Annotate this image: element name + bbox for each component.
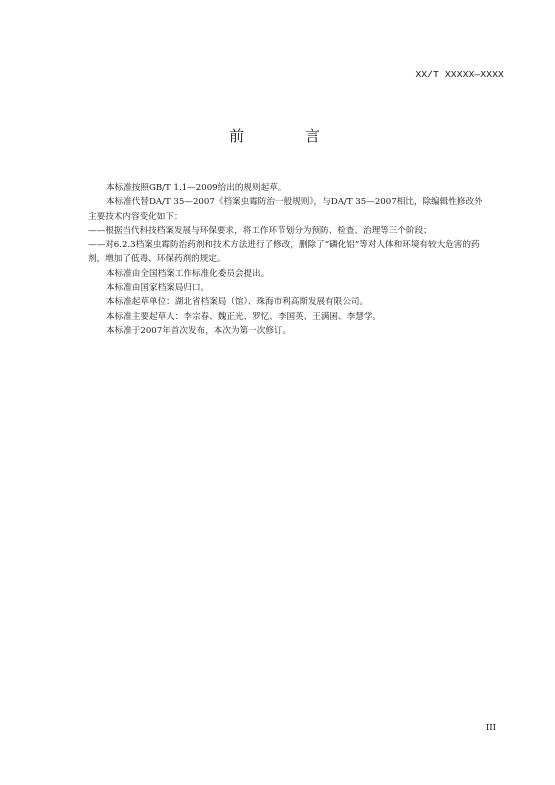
paragraph-proposer: 本标准由全国档案工作标准化委员会提出。 [106, 268, 270, 279]
paragraph-drafting-rules: 本标准按照GB/T 1.1—2009给出的规则起草。 [106, 183, 287, 193]
paragraph-centralized: 本标准由国家档案局归口。 [106, 283, 210, 294]
foreword-body [88, 181, 488, 338]
page-title: 前 言 [229, 127, 348, 145]
paragraph-drafters: 本标准主要起草人：李宗春、魏正光、罗忆、李国英、王满囷、李慧学。 [106, 311, 382, 322]
document-code: XX/T XXXXX—XXXX [415, 69, 504, 80]
paragraph-drafting-units: 本标准起草单位：湖北省档案局（馆）、珠海市利高斯发展有限公司。 [106, 297, 369, 308]
paragraph-replacement: 本标准代替DA/T 35—2007《档案虫霉防治一般规则》，与DA/T 35—2007相比，除编辑性修改外主要技术内容变化如下： [88, 197, 483, 222]
list-item-change: ——对6.2.3档案虫霉防治药剂和技术方法进行了修改，删除了“磷化铝”等对人体和环境有较大危害的药剂，增加了低毒、环保药剂的规定。 [88, 240, 480, 265]
paragraph-release-history: 本标准于2007年首次发布，本次为第一次修订。 [106, 325, 292, 336]
page-number: III [485, 723, 496, 733]
list-item-change: ——根据当代科技档案发展与环保要求，将工作环节划分为预防、检查、治理等三个阶段； [88, 225, 432, 236]
